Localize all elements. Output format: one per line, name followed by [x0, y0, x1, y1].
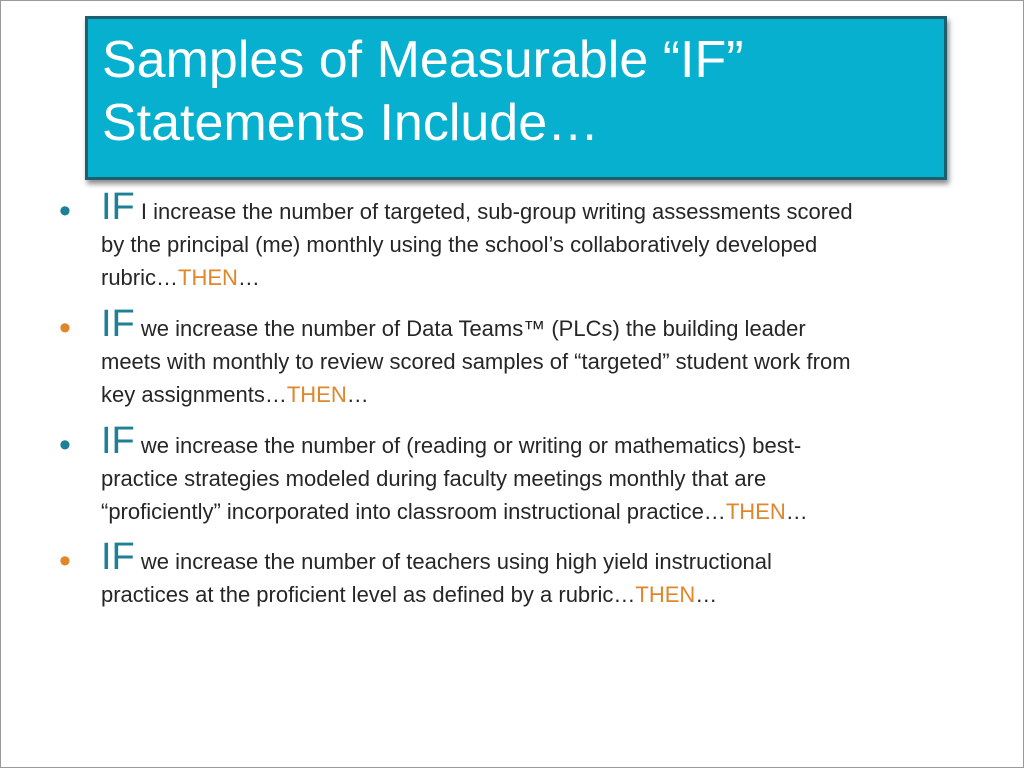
bullet-ellipsis: … — [237, 265, 260, 290]
if-word: IF — [101, 420, 135, 462]
bullet-item-1 — [59, 186, 981, 294]
bullet-dot-icon: • — [59, 309, 71, 347]
bullet-dot-icon: • — [59, 542, 71, 580]
then-word: THEN — [635, 582, 696, 607]
then-word: THEN — [178, 265, 238, 290]
title-line-1: Samples of Measurable “IF” — [102, 31, 744, 89]
bullet-line-2: meets with monthly to review scored samples of “targeted” student work from — [101, 349, 851, 374]
bullet-tail-text: practices at the proficient level as defined by a rubric… — [101, 582, 636, 607]
if-word: IF — [101, 186, 135, 228]
bullet-line-2: practice strategies modeled during faculty meetings monthly that are — [101, 466, 767, 491]
title-box — [85, 16, 947, 180]
bullet-lead-text: we increase the number of teachers using high yield instructional — [134, 549, 772, 574]
bullet-tail-text: rubric… — [101, 265, 179, 290]
then-word: THEN — [286, 382, 347, 407]
bullet-lead-text: I increase the number of targeted, sub-group writing assessments scored — [134, 199, 853, 224]
bullet-ellipsis: … — [346, 382, 369, 407]
bullet-item-3 — [59, 420, 981, 528]
bullet-dot-icon: • — [59, 426, 71, 464]
title-line-2: Statements Include… — [102, 94, 600, 152]
if-word: IF — [101, 536, 135, 578]
bullet-tail-text: key assignments… — [101, 382, 287, 407]
bullet-item-4 — [59, 536, 981, 611]
bullet-lead-text: we increase the number of Data Teams™ (PLCs) the building leader — [134, 316, 806, 341]
bullet-ellipsis: … — [695, 582, 718, 607]
bullet-dot-icon: • — [59, 192, 71, 230]
bullet-ellipsis: … — [785, 499, 808, 524]
then-word: THEN — [725, 499, 786, 524]
bullet-tail-text: “proficiently” incorporated into classroom instructional practice… — [101, 499, 726, 524]
slide-title — [102, 29, 744, 155]
bullet-lead-text: we increase the number of (reading or writing or mathematics) best- — [134, 433, 802, 458]
if-word: IF — [101, 303, 135, 345]
bullet-item-2 — [59, 303, 981, 411]
bullet-line-2: by the principal (me) monthly using the school’s collaboratively developed — [101, 232, 818, 257]
